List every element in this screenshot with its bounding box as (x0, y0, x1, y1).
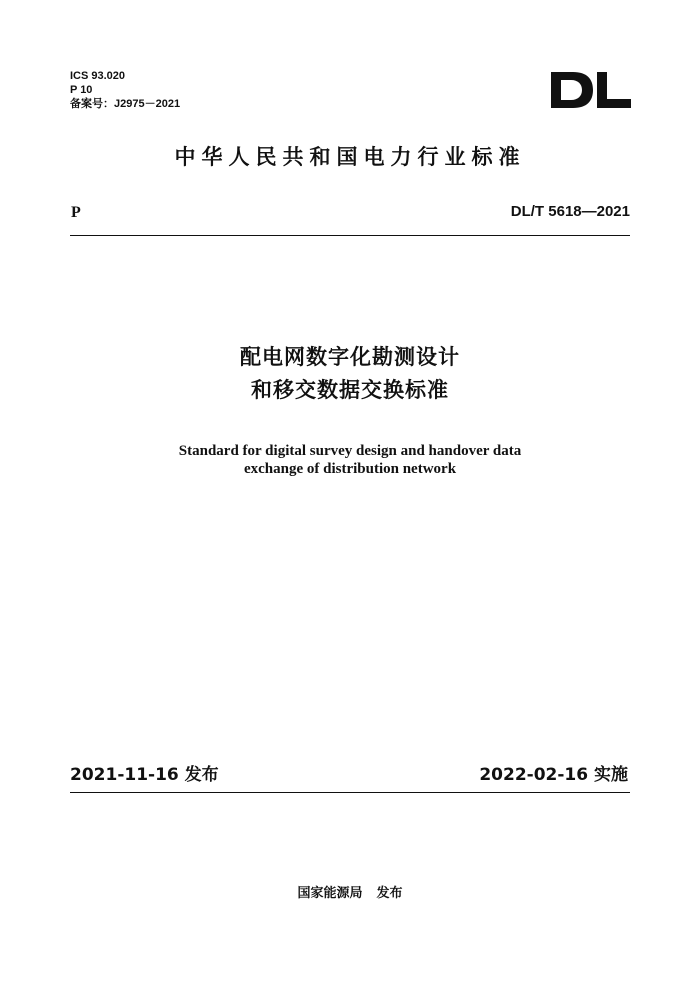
ccs-code: P 10 (70, 84, 93, 96)
dl-logo-letter-d (551, 72, 593, 108)
standard-number: DL/T 5618—2021 (510, 203, 630, 220)
bottom-divider (70, 792, 630, 793)
implementation-date: 2022-02-16 实施 (479, 765, 628, 785)
ics-code: ICS 93.020 (70, 70, 126, 82)
record-number: 备案号：J2975－2021 (70, 98, 181, 110)
title-en-line-2: exchange of distribution network (243, 461, 457, 477)
title-cn-line-2: 和移交数据交换标准 (251, 378, 449, 402)
title-en-line-1: Standard for digital survey design and handover data (178, 443, 522, 459)
title-cn-line-1: 配电网数字化勘测设计 (240, 345, 460, 369)
issuer-name: 国家能源局 (297, 886, 363, 901)
issue-date: 2021-11-16 发布 (70, 765, 219, 785)
dl-logo (551, 72, 631, 108)
issuer-action: 发布 (376, 886, 403, 901)
classification-code: P (71, 204, 81, 221)
industry-title: 中华人民共和国电力行业标准 (174, 145, 526, 169)
dl-logo-letter-l (597, 72, 631, 108)
top-divider (70, 235, 630, 236)
issuer-line (0, 882, 700, 901)
